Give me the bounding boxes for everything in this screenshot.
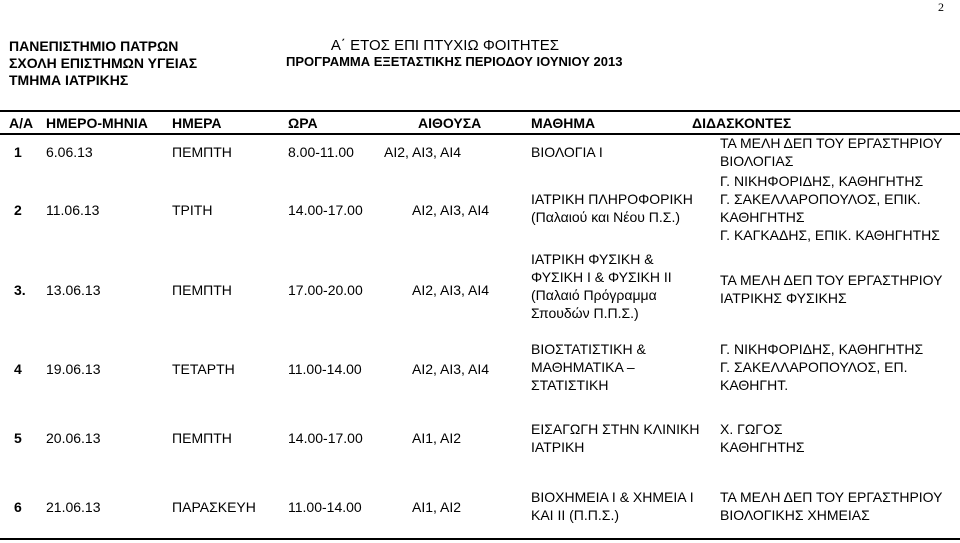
row-number: 3. (14, 282, 26, 298)
column-header-course: ΜΑΘΗΜΑ (531, 115, 596, 131)
row-course: ΙΑΤΡΙΚΗ ΦΥΣΙΚΗ & ΦΥΣΙΚΗ Ι & ΦΥΣΙΚΗ ΙΙ (Παλαιό Πρόγραμμα Σπουδών Π.Π.Σ.) (531, 251, 672, 321)
row-day: ΠΕΜΠΤΗ (172, 430, 232, 446)
row-time: 11.00-14.00 (288, 361, 362, 377)
row-teachers: Χ. ΓΩΓΟΣ ΚΑΘΗΓΗΤΗΣ (720, 421, 805, 455)
column-header-room: ΑΙΘΟΥΣΑ (418, 115, 482, 131)
department-name: ΤΜΗΜΑ ΙΑΤΡΙΚΗΣ (9, 72, 129, 88)
row-number: 6 (14, 499, 22, 515)
university-name: ΠΑΝΕΠΙΣΤΗΜΙΟ ΠΑΤΡΩΝ (9, 38, 179, 54)
row-room: ΑΙ2, ΑΙ3, ΑΙ4 (384, 144, 462, 160)
table-bottom-rule (0, 538, 960, 540)
row-date: 21.06.13 (46, 499, 101, 515)
page-number: 2 (938, 0, 944, 14)
row-room: ΑΙ2, ΑΙ3, ΑΙ4 (412, 282, 490, 298)
row-room: ΑΙ2, ΑΙ3, ΑΙ4 (412, 361, 490, 377)
row-time: 14.00-17.00 (288, 202, 363, 218)
institution-header (9, 38, 197, 89)
row-room: ΑΙ1, ΑΙ2 (412, 430, 462, 446)
row-number: 5 (14, 430, 22, 446)
document-title: Α΄ ΕΤΟΣ ΕΠΙ ΠΤΥΧΙΩ ΦΟΙΤΗΤΕΣ (330, 37, 560, 54)
row-teachers: Γ. ΝΙΚΗΦΟΡΙΔΗΣ, ΚΑΘΗΓΗΤΗΣ Γ. ΣΑΚΕΛΛΑΡΟΠΟΥΛΟΣ, ΕΠ. ΚΑΘΗΓΗΤ. (720, 341, 924, 393)
row-time: 14.00-17.00 (288, 430, 363, 446)
row-teachers: ΤΑ ΜΕΛΗ ΔΕΠ ΤΟΥ ΕΡΓΑΣΤΗΡΙΟΥ ΙΑΤΡΙΚΗΣ ΦΥΣΙΚΗΣ (720, 272, 943, 306)
row-time: 8.00-11.00 (288, 144, 354, 160)
row-teachers: ΤΑ ΜΕΛΗ ΔΕΠ ΤΟΥ ΕΡΓΑΣΤΗΡΙΟΥ ΒΙΟΛΟΓΙΚΗΣ ΧΗΜΕΙΑΣ (720, 489, 943, 523)
row-course: ΙΑΤΡΙΚΗ ΠΛΗΡΟΦΟΡΙΚΗ (Παλαιού και Νέου Π.Σ.) (531, 191, 693, 225)
column-header-date: ΗΜΕΡΟ-ΜΗΝΙΑ (46, 115, 148, 131)
document-subtitle: ΠΡΟΓΡΑΜΜΑ ΕΞΕΤΑΣΤΙΚΗΣ ΠΕΡΙΟΔΟΥ ΙΟΥΝΙΟΥ 2013 (286, 54, 623, 69)
row-day: ΠΕΜΠΤΗ (172, 282, 232, 298)
row-date: 13.06.13 (46, 282, 101, 298)
column-header-day: ΗΜΕΡΑ (172, 115, 222, 131)
header-top-rule (0, 110, 960, 112)
row-number: 1 (14, 144, 22, 160)
row-day: ΤΕΤΑΡΤΗ (172, 361, 235, 377)
row-date: 6.06.13 (46, 144, 93, 160)
row-room: ΑΙ1, ΑΙ2 (412, 499, 462, 515)
row-teachers: ΤΑ ΜΕΛΗ ΔΕΠ ΤΟΥ ΕΡΓΑΣΤΗΡΙΟΥ ΒΙΟΛΟΓΙΑΣ (720, 135, 943, 169)
row-room: ΑΙ2, ΑΙ3, ΑΙ4 (412, 202, 490, 218)
row-day: ΤΡΙΤΗ (172, 202, 213, 218)
row-date: 19.06.13 (46, 361, 101, 377)
row-teachers: Γ. ΝΙΚΗΦΟΡΙΔΗΣ, ΚΑΘΗΓΗΤΗΣ Γ. ΣΑΚΕΛΛΑΡΟΠΟΥΛΟΣ, ΕΠΙΚ. ΚΑΘΗΓΗΤΗΣ Γ. ΚΑΓΚΑΔΗΣ, ΕΠΙΚ. ΚΑΘΗΓΗΤΗΣ (720, 173, 940, 243)
row-number: 2 (14, 202, 22, 218)
row-date: 20.06.13 (46, 430, 101, 446)
row-course: ΒΙΟΛΟΓΙΑ Ι (531, 144, 603, 160)
school-name: ΣΧΟΛΗ ΕΠΙΣΤΗΜΩΝ ΥΓΕΙΑΣ (9, 55, 198, 71)
document-title-block (286, 37, 623, 70)
column-header-time: ΩΡΑ (288, 115, 318, 131)
row-course: ΕΙΣΑΓΩΓΗ ΣΤΗΝ ΚΛΙΝΙΚΗ ΙΑΤΡΙΚΗ (531, 421, 700, 455)
column-header-teachers: ΔΙΔΑΣΚΟΝΤΕΣ (692, 115, 792, 131)
row-number: 4 (14, 361, 22, 377)
column-header-no: Α/Α (9, 115, 34, 131)
row-time: 11.00-14.00 (288, 499, 362, 515)
row-time: 17.00-20.00 (288, 282, 363, 298)
row-date: 11.06.13 (46, 202, 100, 218)
row-course: ΒΙΟΧΗΜΕΙΑ Ι & ΧΗΜΕΙΑ Ι ΚΑΙ ΙΙ (Π.Π.Σ.) (531, 489, 694, 523)
row-day: ΠΕΜΠΤΗ (172, 144, 232, 160)
row-course: ΒΙΟΣΤΑΤΙΣΤΙΚΗ & ΜΑΘΗΜΑΤΙΚΑ – ΣΤΑΤΙΣΤΙΚΗ (531, 341, 646, 393)
row-day: ΠΑΡΑΣΚΕΥΗ (172, 499, 256, 515)
